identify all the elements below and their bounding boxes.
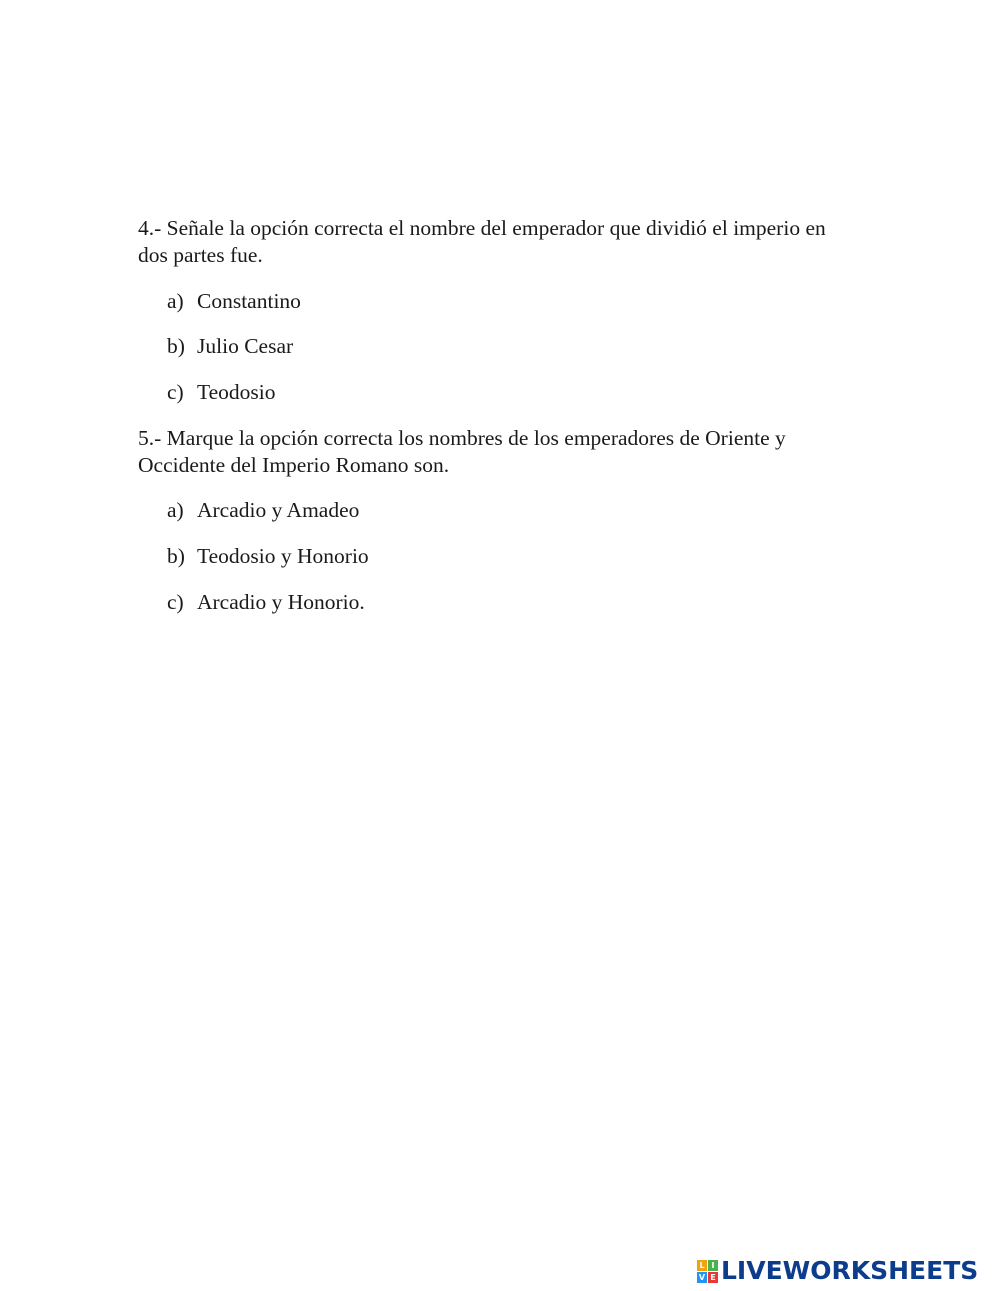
option-label: Arcadio y Honorio. (197, 590, 365, 614)
logo-text: LIVEWORKSHEETS (721, 1256, 979, 1285)
question-5-option-c[interactable] (167, 589, 365, 616)
logo-square: V (698, 1272, 706, 1282)
liveworksheets-logo[interactable] (697, 1256, 978, 1286)
option-letter: b) (167, 334, 185, 358)
option-label: Teodosio (197, 380, 276, 404)
question-4-option-a[interactable] (167, 288, 301, 315)
logo-square: L (697, 1260, 707, 1271)
option-letter: c) (167, 380, 184, 404)
option-letter: a) (167, 289, 184, 313)
logo-square: E (708, 1272, 718, 1283)
option-letter: c) (167, 590, 184, 614)
question-4-option-b[interactable] (167, 333, 293, 360)
option-letter: b) (167, 544, 185, 568)
question-4-option-c[interactable] (167, 379, 276, 406)
question-5-text: 5.- Marque la opción correcta los nombres de los emperadores de Oriente y Occidente del Imperio Romano son. (138, 426, 786, 477)
option-letter: a) (167, 498, 184, 522)
question-4-text: 4.- Señale la opción correcta el nombre del emperador que dividió el imperio en dos partes fue. (138, 216, 826, 267)
question-5-option-a[interactable] (167, 497, 359, 524)
option-label: Constantino (197, 289, 301, 313)
option-label: Julio Cesar (197, 334, 294, 358)
logo-square: I (708, 1260, 718, 1271)
option-label: Teodosio y Honorio (197, 544, 369, 568)
option-label: Arcadio y Amadeo (197, 498, 360, 522)
logo-squares-icon (697, 1260, 718, 1283)
question-5-option-b[interactable] (167, 543, 369, 570)
